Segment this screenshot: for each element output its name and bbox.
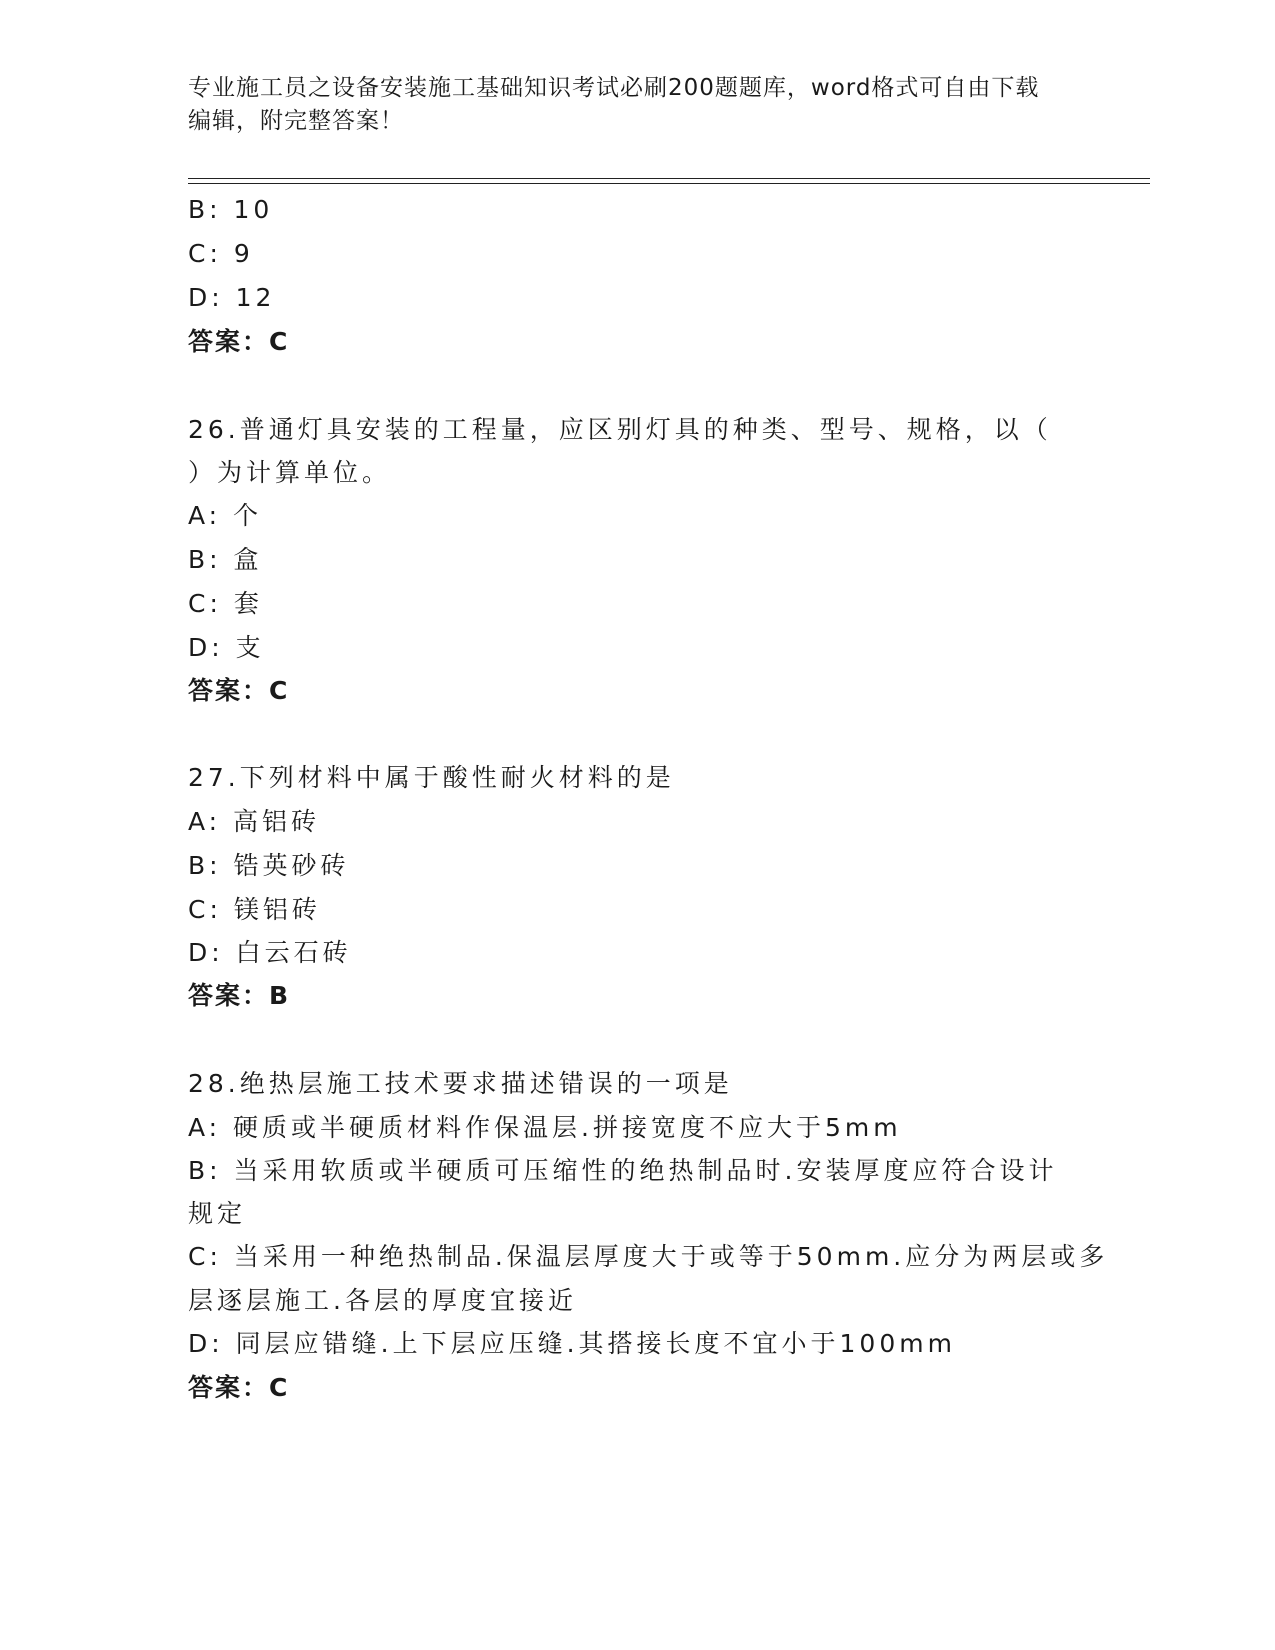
q25-answer: 答案：C <box>188 327 290 356</box>
q28-option-b-line-1: B: 当采用软质或半硬质可压缩性的绝热制品时.安装厚度应符合设计 <box>188 1156 1058 1185</box>
q28-answer: 答案：C <box>188 1373 290 1402</box>
q25-option-c: C: 9 <box>188 239 254 268</box>
q26-option-b: B: 盒 <box>188 545 263 574</box>
q28-option-d: D: 同层应错缝.上下层应压缝.其搭接长度不宜小于100mm <box>188 1329 956 1358</box>
q28-stem: 28.绝热层施工技术要求描述错误的一项是 <box>188 1069 733 1098</box>
q25-option-b: B: 10 <box>188 195 274 224</box>
header-line-2: 编辑，附完整答案！ <box>188 108 404 134</box>
q26-stem-line-2: ）为计算单位。 <box>188 458 392 487</box>
document-header <box>188 72 1088 138</box>
q26-option-d: D: 支 <box>188 633 265 662</box>
q26-option-a: A: 个 <box>188 501 263 530</box>
q27-option-b: B: 锆英砂砖 <box>188 851 350 880</box>
q26-option-c: C: 套 <box>188 589 263 618</box>
q25-option-d: D: 12 <box>188 283 276 312</box>
q28-option-c-line-2: 层逐层施工.各层的厚度宜接近 <box>188 1286 577 1315</box>
q27-answer: 答案：B <box>188 981 291 1010</box>
q28-option-b-line-2: 规定 <box>188 1199 247 1228</box>
q27-option-d: D: 白云石砖 <box>188 938 352 967</box>
header-divider-bottom <box>188 183 1150 184</box>
q28-option-c-line-1: C: 当采用一种绝热制品.保温层厚度大于或等于50mm.应分为两层或多 <box>188 1242 1109 1271</box>
q27-option-c: C: 镁铝砖 <box>188 895 321 924</box>
header-line-1: 专业施工员之设备安装施工基础知识考试必刷200题题库，word格式可自由下载 <box>188 75 1040 101</box>
q26-answer: 答案：C <box>188 676 290 705</box>
q28-option-a: A: 硬质或半硬质材料作保温层.拼接宽度不应大于5mm <box>188 1113 902 1142</box>
header-divider-top <box>188 178 1150 179</box>
q26-stem-line-1: 26.普通灯具安装的工程量，应区别灯具的种类、型号、规格，以（ <box>188 415 1052 444</box>
q27-stem: 27.下列材料中属于酸性耐火材料的是 <box>188 763 675 792</box>
q27-option-a: A: 高铝砖 <box>188 807 321 836</box>
